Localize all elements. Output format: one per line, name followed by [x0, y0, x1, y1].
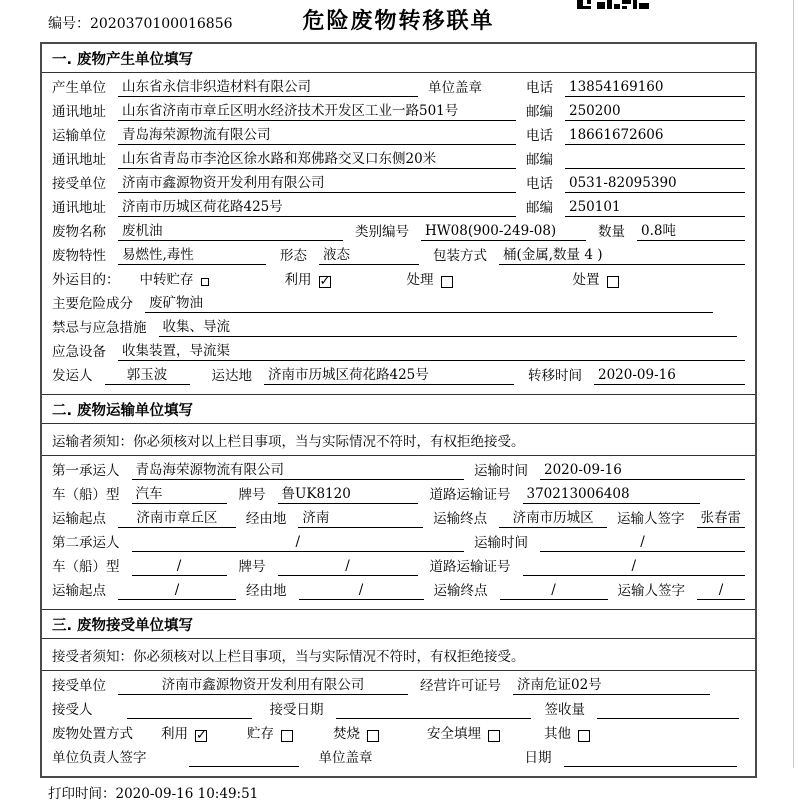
- first-carrier-value: 青岛海荣源物流有限公司: [132, 462, 465, 480]
- shipper-row: [52, 364, 745, 388]
- accept-date-value: [336, 702, 531, 719]
- print-time: [40, 778, 757, 802]
- route-row-2: [52, 579, 745, 603]
- disposal-method-row: [52, 722, 745, 746]
- plate-number-value-1: 鲁UK8120: [278, 486, 418, 504]
- waste-name-value: 废机油: [118, 223, 343, 241]
- terminus-label-1: 运输终点: [433, 511, 488, 527]
- responsible-signature-value: [189, 750, 299, 767]
- hazard-component-label: 主要危险成分: [52, 296, 133, 312]
- taboo-measures-row: [52, 316, 745, 340]
- seal-date-label: 日期: [524, 750, 552, 766]
- producer-phone-label: 电话: [526, 80, 553, 96]
- recipient-label: 接受人: [52, 702, 93, 718]
- purpose-row: [52, 268, 745, 292]
- recipient-row: [52, 698, 745, 722]
- purpose-treat-label: 处理: [406, 272, 434, 288]
- section-1-body: [42, 73, 755, 395]
- transporter-zip-label: 邮编: [526, 152, 553, 168]
- checkbox-disposal-other-icon: [578, 730, 590, 742]
- road-permit-label-1: 道路运输证号: [429, 487, 511, 503]
- category-code-value: HW08(900-249-08): [421, 223, 586, 241]
- plate-number-label-1: 牌号: [238, 487, 266, 503]
- section-1-header: 一. 废物产生单位填写: [42, 44, 755, 73]
- purpose-use-label: 利用: [284, 272, 312, 288]
- terminus-value-1: 济南市历城区: [499, 510, 607, 528]
- unit-seal-label: 单位盖章: [428, 80, 482, 96]
- transporter-unit-label: 运输单位: [52, 128, 106, 144]
- waste-name-label: 废物名称: [52, 224, 106, 240]
- road-permit-value-1: 370213006408: [523, 486, 701, 504]
- checkbox-disposal-storage-icon: [281, 730, 293, 742]
- carrier-signature-value-2: /: [697, 582, 745, 600]
- disposal-storage-label: 贮存: [247, 726, 274, 742]
- seal-date-value: [564, 750, 738, 767]
- receiver-unit-value: 济南市鑫源物资开发利用有限公司: [118, 175, 516, 193]
- received-amount-value: [597, 702, 739, 719]
- disposal-option-incinerate: [333, 726, 379, 743]
- emergency-equipment-row: [52, 340, 745, 364]
- taboo-measures-label: 禁忌与应急措施: [52, 320, 147, 336]
- checkbox-disposal-use-icon: [195, 730, 207, 742]
- checkbox-use-icon: [319, 276, 331, 288]
- vehicle-type-label-1: 车（船）型: [52, 487, 120, 503]
- qr-code-fragment-icon: [577, 0, 651, 11]
- section-3-body: [42, 671, 755, 776]
- destination-label: 运达地: [211, 368, 252, 384]
- transport-time-value-2: /: [540, 534, 745, 552]
- transport-time-value: 2020-09-16: [540, 462, 745, 480]
- receiver-zip-value: 250101: [565, 199, 745, 217]
- vehicle-type-row-1: [52, 483, 745, 507]
- vehicle-type-value-2: /: [132, 558, 227, 576]
- producer-phone-value: 13854169160: [565, 79, 745, 97]
- shipper-label: 发运人: [52, 368, 93, 384]
- transporter-notice: 运输者须知：你必须核对以上栏目事项，当与实际情况不符时，有权拒绝接受。: [42, 424, 755, 456]
- transporter-address-label: 通讯地址: [52, 152, 106, 168]
- receiver-unit-row: [52, 172, 745, 196]
- disposal-option-use: [161, 726, 207, 743]
- packing-value: 桶(金属,数量 4 ): [499, 247, 745, 265]
- origin-label-2: 运输起点: [52, 583, 106, 599]
- disposal-other-label: 其他: [544, 726, 571, 742]
- receiver-phone-value: 0531-82095390: [565, 175, 745, 193]
- producer-unit-label: 产生单位: [52, 80, 106, 96]
- page-title: 危险废物转移联单: [302, 9, 495, 34]
- transporter-unit-row: [52, 124, 745, 148]
- category-code-label: 类别编号: [355, 224, 409, 240]
- via-label-1: 经由地: [245, 511, 287, 527]
- purpose-option-dispose: [573, 272, 619, 289]
- print-time-label: 打印时间：: [48, 786, 116, 802]
- transfer-time-label: 转移时间: [528, 368, 582, 384]
- receiver-unit-label: 接受单位: [52, 176, 106, 192]
- road-permit-value-2: /: [523, 558, 746, 576]
- section-3-header: 三. 废物接受单位填写: [42, 610, 755, 639]
- via-label-2: 经由地: [246, 583, 287, 599]
- producer-address-label: 通讯地址: [52, 104, 106, 120]
- first-carrier-label: 第一承运人: [52, 463, 120, 479]
- first-carrier-row: [52, 459, 745, 483]
- transport-time-label: 运输时间: [474, 463, 528, 479]
- vehicle-type-value-1: 汽车: [132, 486, 227, 504]
- second-carrier-row: [52, 531, 745, 555]
- terminus-value-2: /: [500, 582, 608, 600]
- hazard-component-value: 废矿物油: [145, 295, 713, 313]
- carrier-signature-label-1: 运输人签字: [617, 511, 685, 527]
- road-permit-label-2: 道路运输证号: [429, 559, 511, 575]
- purpose-dispose-label: 处置: [572, 272, 600, 288]
- license-number-value: 济南危证02号: [513, 677, 710, 695]
- document-header: [40, 0, 757, 42]
- transporter-zip-value: [565, 152, 745, 169]
- emergency-equipment-value: 收集装置，导流渠: [118, 343, 745, 361]
- physical-form-value: 液态: [319, 247, 419, 265]
- transporter-phone-label: 电话: [526, 128, 553, 144]
- transporter-unit-value: 青岛海荣源物流有限公司: [118, 127, 516, 145]
- disposal-method-label: 废物处置方式: [52, 726, 133, 742]
- page-edge-divider: [793, 0, 794, 768]
- waste-name-row: [52, 220, 745, 244]
- origin-label-1: 运输起点: [52, 511, 106, 527]
- disposal-incinerate-label: 焚烧: [333, 726, 360, 742]
- vehicle-type-label-2: 车（船）型: [52, 559, 120, 575]
- physical-form-label: 形态: [280, 248, 307, 264]
- receiver-zip-label: 邮编: [526, 200, 553, 216]
- via-value-1: 济南: [298, 510, 423, 528]
- purpose-transfer-label: 中转贮存: [139, 272, 194, 288]
- receiver-address-value: 济南市历城区荷花路425号: [118, 199, 516, 217]
- quantity-label: 数量: [598, 224, 625, 240]
- serial-value: 2020370100016856: [90, 16, 233, 32]
- receiver-notice: 接受者须知：你必须核对以上栏目事项，当与实际情况不符时，有权拒绝接受。: [42, 639, 755, 671]
- checkbox-disposal-incinerate-icon: [367, 730, 379, 742]
- purpose-label: 外运目的：: [52, 272, 120, 288]
- vehicle-type-row-2: [52, 555, 745, 579]
- disposal-option-landfill: [427, 726, 500, 743]
- packing-label: 包装方式: [433, 248, 487, 264]
- transfer-manifest-form: [40, 42, 757, 778]
- waste-traits-label: 废物特性: [52, 248, 106, 264]
- disposal-use-label: 利用: [161, 726, 188, 742]
- shipper-value: 郭玉波: [105, 367, 190, 385]
- accept-date-label: 接受日期: [269, 702, 324, 718]
- unit-seal-label-2: 单位盖章: [318, 750, 373, 766]
- section-2-body: [42, 456, 755, 610]
- producer-address-row: [52, 100, 745, 124]
- waste-traits-row: [52, 244, 745, 268]
- second-carrier-label: 第二承运人: [52, 535, 120, 551]
- transport-time-label-2: 运输时间: [474, 535, 528, 551]
- recipient-value: [127, 702, 252, 719]
- via-value-2: /: [299, 582, 424, 600]
- origin-value-2: /: [118, 582, 236, 600]
- disposal-landfill-label: 安全填埋: [427, 726, 481, 742]
- producer-unit-value: 山东省永信非织造材料有限公司: [118, 79, 418, 97]
- receiver-address-row: [52, 196, 745, 220]
- purpose-option-transfer: [140, 272, 209, 289]
- route-row-1: [52, 507, 745, 531]
- license-number-label: 经营许可证号: [420, 678, 501, 694]
- second-carrier-value: /: [132, 534, 465, 552]
- carrier-signature-label-2: 运输人签字: [617, 583, 685, 599]
- purpose-option-use: [285, 272, 331, 289]
- accepting-unit-row: [52, 674, 745, 698]
- accepting-unit-value: 济南市鑫源物资开发利用有限公司: [118, 677, 408, 695]
- disposal-option-storage: [247, 726, 293, 743]
- producer-zip-value: 250200: [565, 103, 745, 121]
- plate-number-value-2: /: [278, 558, 418, 576]
- section-2-header: 二. 废物运输单位填写: [42, 395, 755, 424]
- terminus-label-2: 运输终点: [433, 583, 488, 599]
- responsible-signature-row: [52, 746, 745, 770]
- plate-number-label-2: 牌号: [238, 559, 266, 575]
- disposal-option-other: [544, 726, 590, 743]
- emergency-equipment-label: 应急设备: [52, 344, 106, 360]
- transfer-time-value: 2020-09-16: [594, 367, 745, 385]
- checkbox-dispose-icon: [607, 276, 619, 288]
- destination-value: 济南市历城区荷花路425号: [264, 367, 514, 385]
- transporter-address-row: [52, 148, 745, 172]
- quantity-value: 0.8吨: [637, 223, 745, 241]
- transporter-phone-value: 18661672606: [565, 127, 745, 145]
- taboo-measures-value: 收集、导流: [159, 319, 738, 337]
- producer-address-value: 山东省济南市章丘区明水经济技术开发区工业一路501号: [118, 103, 516, 121]
- checkbox-disposal-landfill-icon: [488, 730, 500, 742]
- producer-zip-label: 邮编: [526, 104, 553, 120]
- producer-unit-row: [52, 76, 745, 100]
- received-amount-label: 签收量: [544, 702, 585, 718]
- responsible-signature-label: 单位负责人签字: [52, 750, 147, 766]
- checkbox-treat-icon: [441, 276, 453, 288]
- receiver-phone-label: 电话: [526, 176, 553, 192]
- serial-label: 编号：: [48, 16, 90, 32]
- hazard-component-row: [52, 292, 745, 316]
- accepting-unit-label: 接受单位: [52, 678, 106, 694]
- print-time-value: 2020-09-16 10:49:51: [115, 786, 259, 802]
- purpose-option-treat: [407, 272, 453, 289]
- receiver-address-label: 通讯地址: [52, 200, 106, 216]
- carrier-signature-value-1: 张春雷: [697, 510, 746, 528]
- waste-traits-value: 易燃性,毒性: [118, 247, 266, 265]
- origin-value-1: 济南市章丘区: [118, 510, 236, 528]
- transporter-address-value: 山东省青岛市李沧区徐水路和郑佛路交叉口东侧20米: [118, 151, 516, 169]
- checkbox-transfer-storage-icon: [201, 278, 209, 286]
